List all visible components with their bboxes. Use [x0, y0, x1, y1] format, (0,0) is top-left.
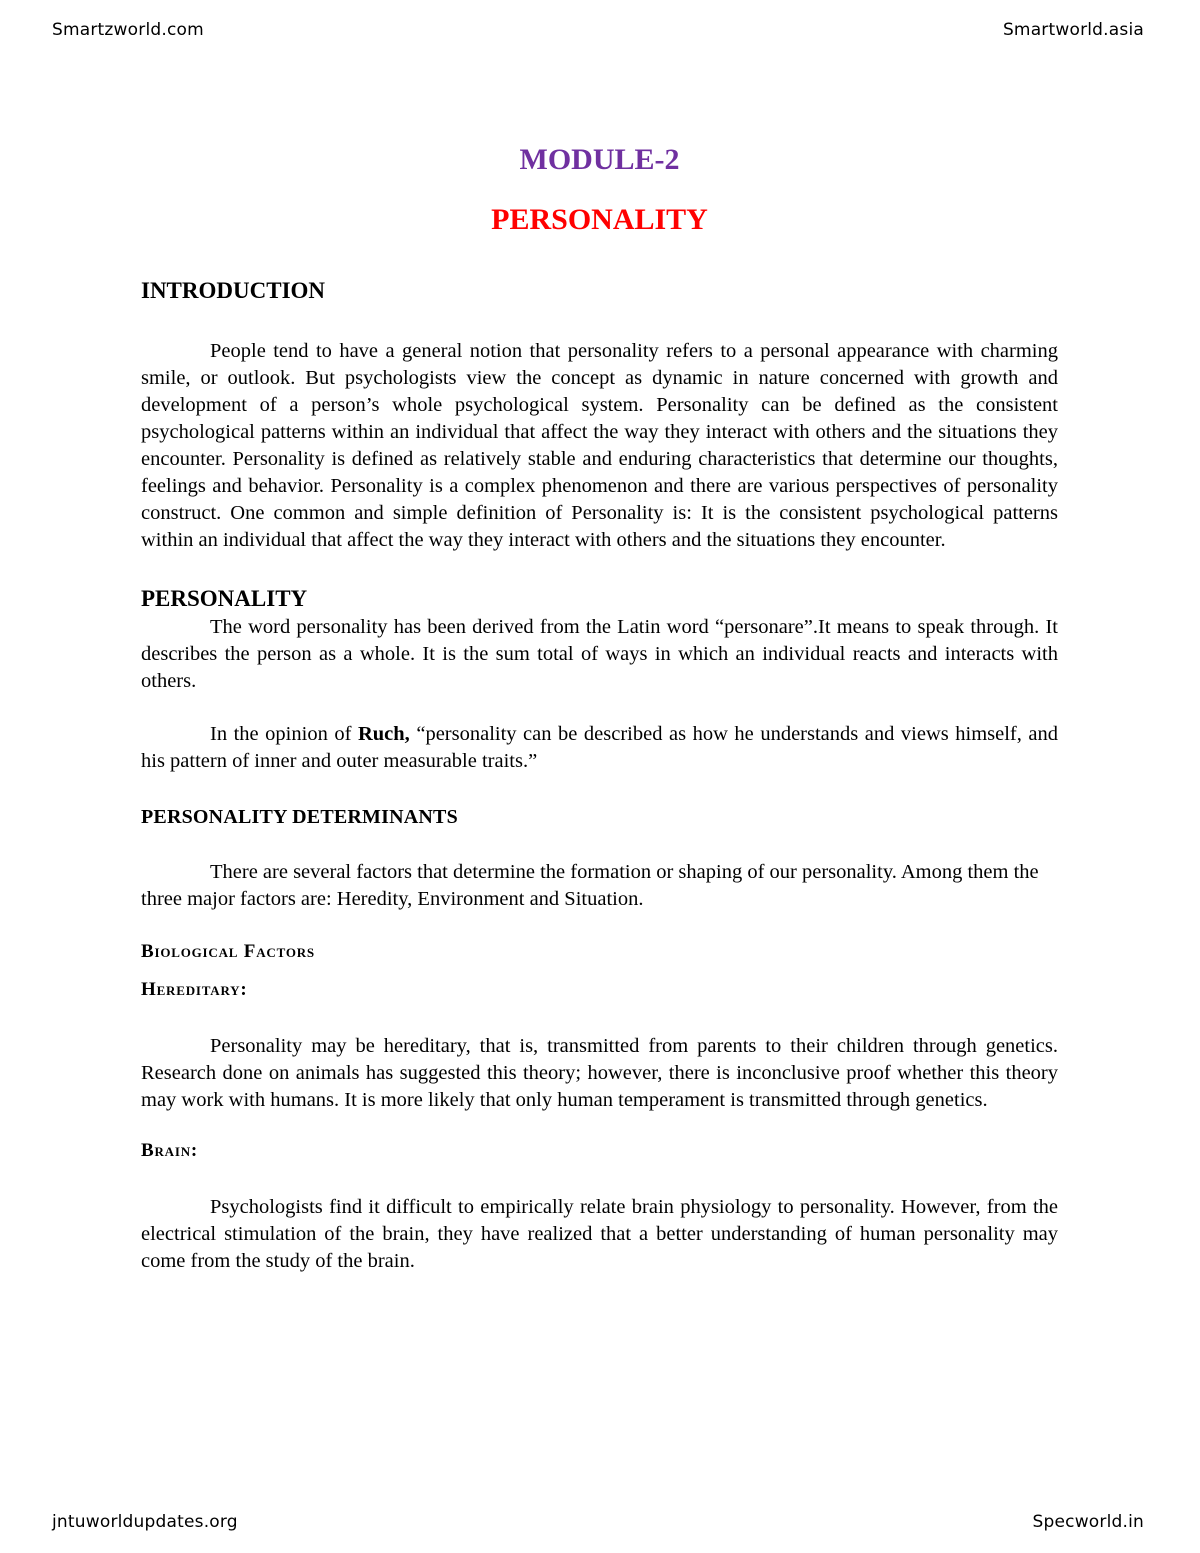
- brain-paragraph: Psychologists find it difficult to empirically relate brain physiology to personality. However, from the electrical stimulation of the brain, they have realized that a better understanding of human personality may come from the study of the brain.: [141, 1196, 1058, 1272]
- ruch-quote-paragraph: [141, 721, 1058, 775]
- watermark-top-left: Smartzworld.com: [52, 20, 204, 40]
- ruch-quote: “personality can be described as how he understands and views himself, and his pattern of inner and outer measurable traits.”: [141, 723, 1059, 772]
- hereditary-heading: Hereditary:: [141, 979, 248, 1000]
- hereditary-paragraph: Personality may be hereditary, that is, transmitted from parents to their children through genetics. Research done on animals has suggested this theory; however, there is inconclusive proof whether this theory may work with humans. It is more likely that only human temperament is transmitted through genetics.: [141, 1035, 1058, 1111]
- personality-heading: PERSONALITY: [141, 586, 308, 611]
- determinants-paragraph: There are several factors that determine the formation or shaping of our personality. Among them the three major factors are: Heredity, Environment and Situation.: [141, 861, 1039, 910]
- brain-heading: Brain:: [141, 1140, 199, 1161]
- page-title: PERSONALITY: [491, 203, 708, 236]
- personality-paragraph: The word personality has been derived from the Latin word “personare”.It means to speak through. It describes the person as a whole. It is the sum total of ways in which an individual reacts and interacts with others.: [141, 616, 1058, 692]
- ruch-prefix: In the opinion of: [210, 723, 358, 745]
- introduction-heading: INTRODUCTION: [141, 278, 326, 303]
- module-title: MODULE-2: [519, 143, 680, 176]
- biological-factors-heading: Biological Factors: [141, 941, 315, 962]
- determinants-heading: PERSONALITY DETERMINANTS: [141, 806, 458, 828]
- watermark-bottom-left: jntuworldupdates.org: [52, 1512, 238, 1532]
- document-body: [141, 140, 1058, 1275]
- watermark-top-right: Smartworld.asia: [1002, 20, 1144, 40]
- watermark-bottom-right: Specworld.in: [1032, 1512, 1144, 1532]
- ruch-author: Ruch,: [357, 723, 410, 745]
- introduction-paragraph: People tend to have a general notion that personality refers to a personal appearance with charming smile, or outlook. But psychologists view the concept as dynamic in nature concerned with growth and development of a person’s whole psychological system. Personality can be defined as the consistent psychological patterns within an individual that affect the way they interact with others and the situations they encounter. Personality is defined as relatively stable and enduring characteristics that determine our thoughts, feelings and behavior. Personality is a complex phenomenon and there are various perspectives of personality construct. One common and simple definition of Personality is: It is the consistent psychological patterns within an individual that affect the way they interact with others and the situations they encounter.: [141, 340, 1058, 551]
